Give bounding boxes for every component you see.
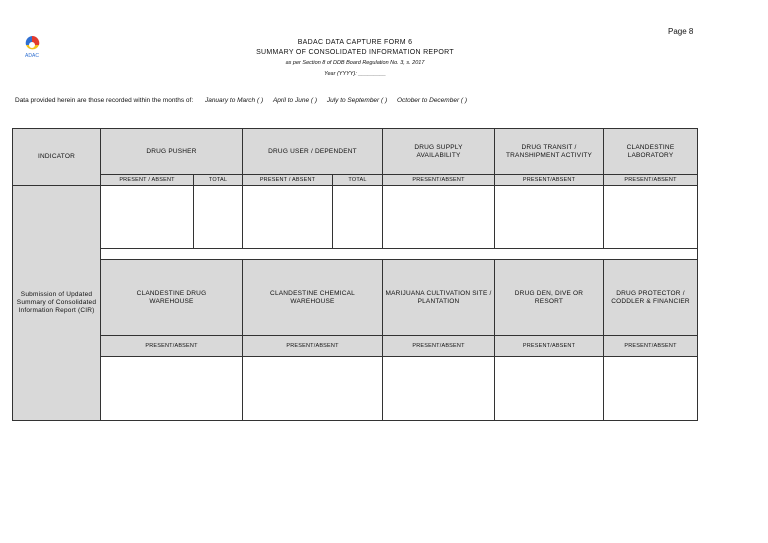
header-drug-protector: DRUG PROTECTOR / CODDLER & FINANCIER (603, 259, 698, 336)
subheader-total: TOTAL (332, 174, 383, 186)
subheader-present-absent: PRESENT / ABSENT (242, 174, 333, 186)
subheader-present-absent: PRESENT/ABSENT (382, 335, 495, 357)
header-drug-user: DRUG USER / DEPENDENT (242, 128, 383, 175)
header-marijuana-site: MARIJUANA CULTIVATION SITE / PLANTATION (382, 259, 495, 336)
header-drug-transit: DRUG TRANSIT / TRANSHIPMENT ACTIVITY (494, 128, 604, 175)
input-drug-den[interactable] (494, 356, 604, 421)
indicator-value: Submission of Updated Summary of Consolidated Information Report (CIR) (12, 185, 101, 421)
logo-text: ADAC (25, 53, 39, 59)
input-drug-pusher-total[interactable] (193, 185, 243, 249)
form-header (200, 38, 510, 80)
input-chemical-warehouse[interactable] (242, 356, 383, 421)
subheader-present-absent: PRESENT/ABSENT (382, 174, 495, 186)
reporting-period (15, 97, 467, 104)
form-title: BADAC DATA CAPTURE FORM 6 (297, 39, 413, 46)
badac-logo (17, 30, 47, 60)
period-label: Data provided herein are those recorded within the months of: (15, 97, 194, 104)
subheader-present-absent: PRESENT/ABSENT (494, 174, 604, 186)
page-number: Page 8 (668, 27, 694, 36)
subheader-present-absent: PRESENT / ABSENT (100, 174, 194, 186)
header-chemical-warehouse: CLANDESTINE CHEMICAL WAREHOUSE (242, 259, 383, 336)
header-drug-pusher: DRUG PUSHER (100, 128, 243, 175)
input-drug-transit[interactable] (494, 185, 604, 249)
input-drug-supply[interactable] (382, 185, 495, 249)
subheader-present-absent: PRESENT/ABSENT (494, 335, 604, 357)
subheader-total: TOTAL (193, 174, 243, 186)
input-clandestine-lab[interactable] (603, 185, 698, 249)
input-drug-pusher-status[interactable] (100, 185, 194, 249)
period-option-q1[interactable]: January to March ( ) (204, 97, 264, 104)
input-marijuana-site[interactable] (382, 356, 495, 421)
indicator-header: INDICATOR (12, 128, 101, 186)
subheader-present-absent: PRESENT/ABSENT (100, 335, 243, 357)
subheader-present-absent: PRESENT/ABSENT (603, 335, 698, 357)
input-drug-warehouse[interactable] (100, 356, 243, 421)
subheader-present-absent: PRESENT/ABSENT (603, 174, 698, 186)
input-drug-protector[interactable] (603, 356, 698, 421)
period-option-q4[interactable]: October to December ( ) (396, 97, 468, 104)
cir-table (12, 128, 698, 421)
subheader-present-absent: PRESENT/ABSENT (242, 335, 383, 357)
header-drug-warehouse: CLANDESTINE DRUG WAREHOUSE (100, 259, 243, 336)
report-title: SUMMARY OF CONSOLIDATED INFORMATION REPORT (256, 49, 454, 56)
period-option-q2[interactable]: April to June ( ) (272, 97, 318, 104)
input-drug-user-status[interactable] (242, 185, 333, 249)
header-clandestine-lab: CLANDESTINE LABORATORY (603, 128, 698, 175)
header-drug-supply: DRUG SUPPLY AVAILABILITY (382, 128, 495, 175)
period-option-q3[interactable]: July to September ( ) (326, 97, 388, 104)
year-field: Year (YYYY): _________ (324, 71, 386, 77)
input-drug-user-total[interactable] (332, 185, 383, 249)
regulation-reference: as per Section 8 of DDB Board Regulation No. 3, s. 2017 (285, 60, 425, 66)
header-drug-den: DRUG DEN, DIVE OR RESORT (494, 259, 604, 336)
